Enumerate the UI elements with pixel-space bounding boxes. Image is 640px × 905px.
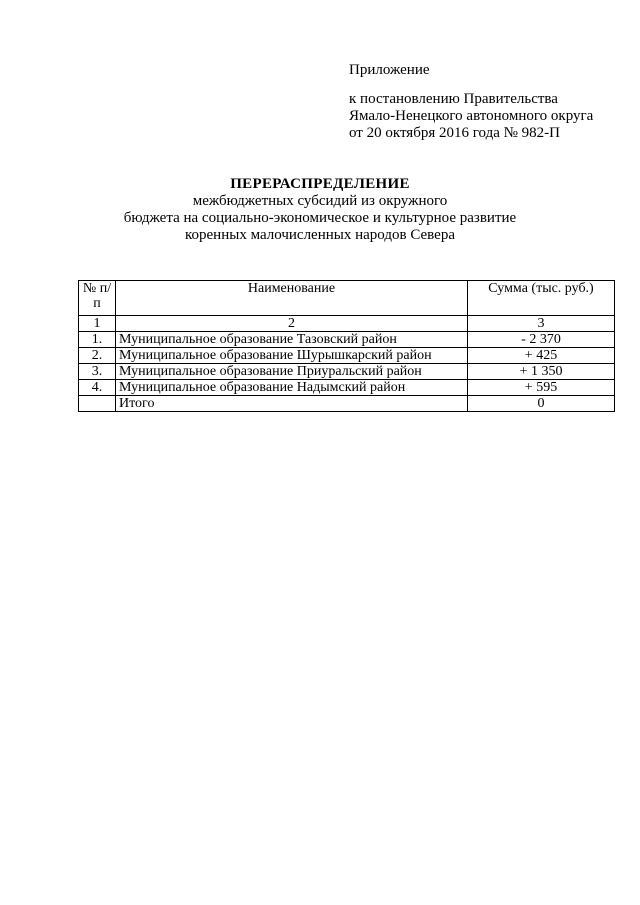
column-number-1: 1	[79, 316, 116, 332]
row-amount: + 1 350	[468, 364, 615, 380]
heading-subtitle-2: бюджета на социально-экономическое и культурное развитие	[123, 210, 517, 226]
header-name: Наименование	[116, 281, 468, 316]
row-amount: - 2 370	[468, 332, 615, 348]
column-number-3: 3	[468, 316, 615, 332]
annex-line-2: к постановлению Правительства	[349, 91, 558, 107]
subsidy-table	[78, 280, 615, 412]
table-header-row	[79, 281, 615, 316]
annex-line-4: от 20 октября 2016 года № 982-П	[349, 125, 561, 141]
row-number: 1.	[79, 332, 116, 348]
annex-block	[349, 62, 593, 142]
heading-subtitle-1: межбюджетных субсидий из окружного	[192, 193, 448, 209]
row-name: Муниципальное образование Шурышкарский район	[116, 348, 468, 364]
row-name: Муниципальное образование Надымский район	[116, 380, 468, 396]
annex-line-3: Ямало-Ненецкого автономного округа	[349, 108, 594, 124]
row-number: 4.	[79, 380, 116, 396]
total-amount: 0	[468, 396, 615, 412]
table-row	[79, 380, 615, 396]
total-row	[79, 396, 615, 412]
row-number: 3.	[79, 364, 116, 380]
heading-subtitle-3: коренных малочисленных народов Севера	[185, 227, 455, 243]
total-number-empty	[79, 396, 116, 412]
row-amount: + 425	[468, 348, 615, 364]
document-heading	[0, 176, 640, 244]
total-label: Итого	[116, 396, 468, 412]
table-row	[79, 332, 615, 348]
table-row	[79, 348, 615, 364]
header-amount: Сумма (тыс. руб.)	[468, 281, 615, 316]
header-number: № п/п	[79, 281, 116, 316]
row-number: 2.	[79, 348, 116, 364]
column-number-2: 2	[116, 316, 468, 332]
table-row	[79, 364, 615, 380]
annex-label: Приложение	[349, 62, 430, 78]
row-name: Муниципальное образование Тазовский район	[116, 332, 468, 348]
column-numbering-row	[79, 316, 615, 332]
document-title: ПЕРЕРАСПРЕДЕЛЕНИЕ	[230, 176, 410, 192]
row-amount: + 595	[468, 380, 615, 396]
row-name: Муниципальное образование Приуральский район	[116, 364, 468, 380]
